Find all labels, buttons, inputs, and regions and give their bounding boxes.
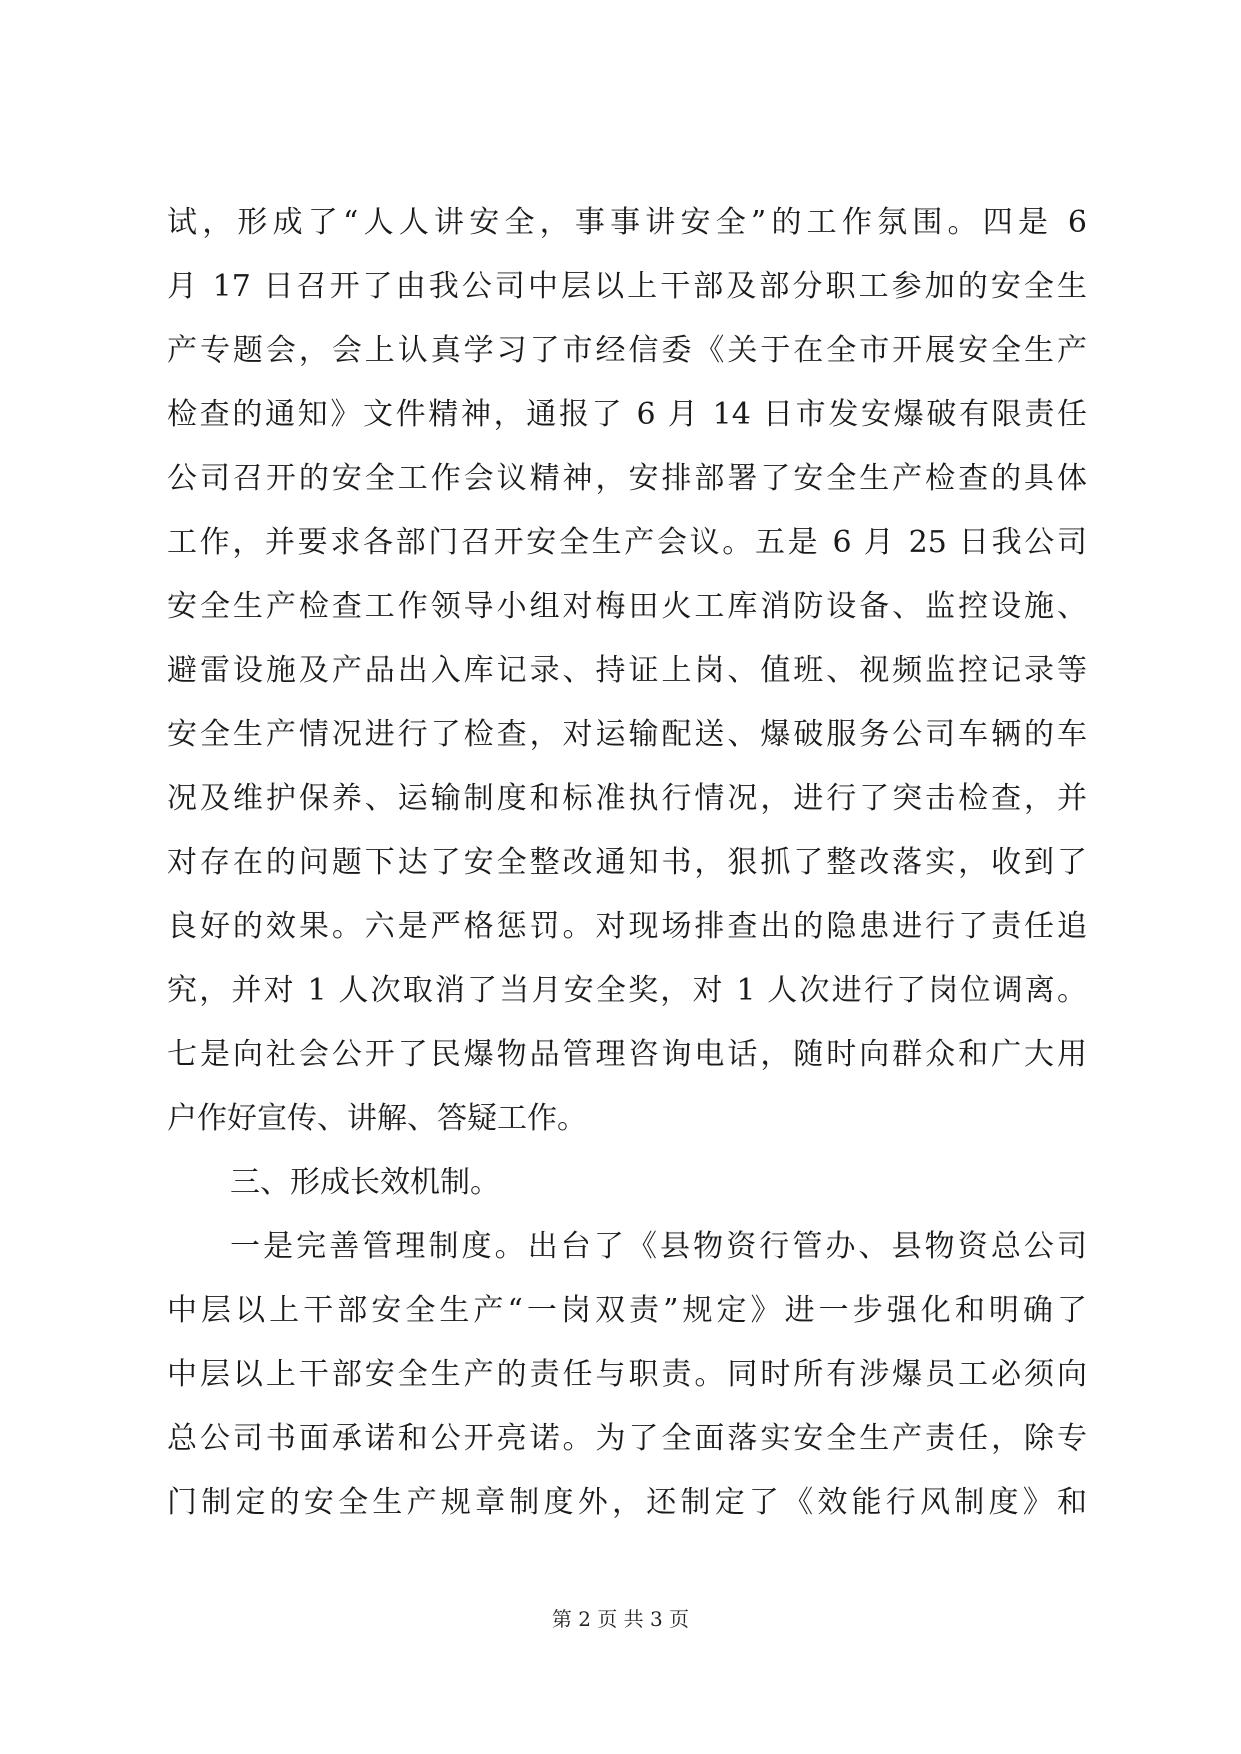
- text-line: 月 17 日召开了由我公司中层以上干部及部分职工参加的安全生: [167, 269, 1087, 304]
- text-line: 中层以上干部安全生产“一岗双责”规定》进一步强化和明确了: [167, 1293, 1087, 1328]
- section-heading: 三、形成长效机制。: [230, 1165, 500, 1200]
- text-line: 产专题会，会上认真学习了市经信委《关于在全市开展安全生产: [167, 333, 1087, 368]
- text-line: 避雷设施及产品出入库记录、持证上岗、值班、视频监控记录等: [167, 653, 1087, 688]
- text-line: 试，形成了“人人讲安全，事事讲安全”的工作氛围。四是 6: [167, 205, 1087, 240]
- text-line: 工作，并要求各部门召开安全生产会议。五是 6 月 25 日我公司: [167, 525, 1087, 560]
- text-line: 总公司书面承诺和公开亮诺。为了全面落实安全生产责任，除专: [167, 1421, 1087, 1456]
- page-number-footer: 第 2 页 共 3 页: [551, 1607, 690, 1631]
- text-line: 检查的通知》文件精神，通报了 6 月 14 日市发安爆破有限责任: [167, 397, 1087, 432]
- text-line: 一是完善管理制度。出台了《县物资行管办、县物资总公司: [230, 1229, 1087, 1264]
- text-line: 户作好宣传、讲解、答疑工作。: [167, 1101, 587, 1136]
- text-line: 安全生产情况进行了检查，对运输配送、爆破服务公司车辆的车: [167, 717, 1087, 752]
- text-line: 安全生产检查工作领导小组对梅田火工库消防设备、监控设施、: [167, 589, 1087, 624]
- text-line: 良好的效果。六是严格惩罚。对现场排查出的隐患进行了责任追: [167, 909, 1087, 944]
- text-line: 况及维护保养、运输制度和标准执行情况，进行了突击检查，并: [167, 781, 1087, 816]
- text-line: 对存在的问题下达了安全整改通知书，狠抓了整改落实，收到了: [167, 845, 1087, 880]
- text-line: 究，并对 1 人次取消了当月安全奖，对 1 人次进行了岗位调离。: [167, 973, 1087, 1008]
- text-line: 公司召开的安全工作会议精神，安排部署了安全生产检查的具体: [167, 461, 1087, 496]
- text-line: 中层以上干部安全生产的责任与职责。同时所有涉爆员工必须向: [167, 1357, 1087, 1392]
- text-line: 门制定的安全生产规章制度外，还制定了《效能行风制度》和: [167, 1485, 1087, 1520]
- text-line: 七是向社会公开了民爆物品管理咨询电话，随时向群众和广大用: [167, 1037, 1087, 1072]
